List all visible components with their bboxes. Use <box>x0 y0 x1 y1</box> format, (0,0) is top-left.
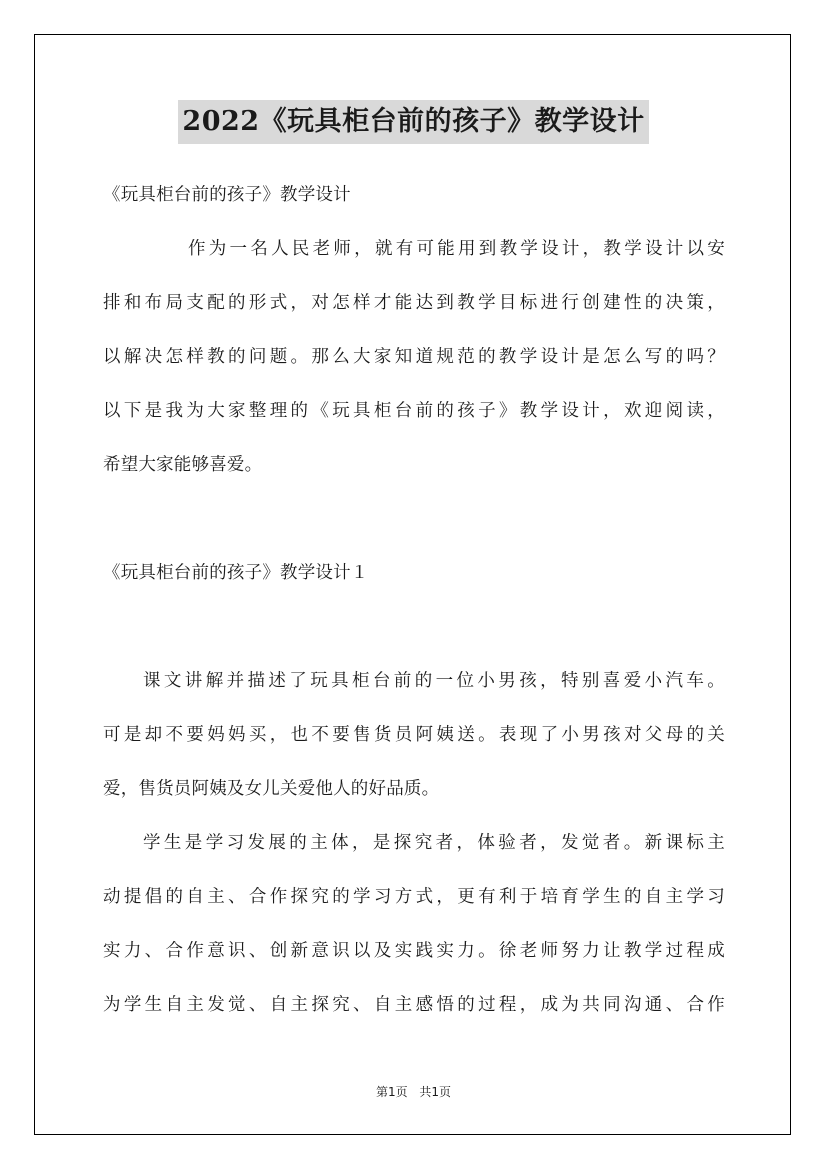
paragraph-line: 可是却不要妈妈买，也不要售货员阿姨送。表现了小男孩对父母的关 <box>103 725 725 745</box>
page-number-current: 第1页 <box>375 1085 408 1099</box>
title-container <box>0 100 827 144</box>
paragraph-line: 实力、合作意识、创新意识以及实践实力。徐老师努力让教学过程成 <box>103 941 725 961</box>
section-heading: 《玩具柜台前的孩子》教学设计１ <box>103 563 369 583</box>
paragraph-line: 动提倡的自主、合作探究的学习方式，更有利于培育学生的自主学习 <box>103 887 725 907</box>
page-number-total: 共1页 <box>419 1085 452 1099</box>
subtitle: 《玩具柜台前的孩子》教学设计 <box>103 185 351 205</box>
intro-line: 排和布局支配的形式，对怎样才能达到教学目标进行创建性的决策， <box>103 293 725 313</box>
paragraph-line: 为学生自主发觉、自主探究、自主感悟的过程，成为共同沟通、合作 <box>103 995 725 1015</box>
intro-line: 希望大家能够喜爱。 <box>103 455 263 475</box>
paragraph-line: 课文讲解并描述了玩具柜台前的一位小男孩，特别喜爱小汽车。 <box>143 671 725 691</box>
paragraph-line: 爱，售货员阿姨及女儿关爱他人的好品质。 <box>103 779 440 799</box>
page-footer <box>0 1083 827 1100</box>
intro-line: 作为一名人民老师，就有可能用到教学设计，教学设计以安 <box>188 239 725 259</box>
intro-line: 以下是我为大家整理的《玩具柜台前的孩子》教学设计，欢迎阅读， <box>103 401 725 421</box>
document-title: 2022《玩具柜台前的孩子》教学设计 <box>178 100 648 144</box>
intro-line: 以解决怎样教的问题。那么大家知道规范的教学设计是怎么写的吗？ <box>103 347 725 367</box>
paragraph-line: 学生是学习发展的主体，是探究者，体验者，发觉者。新课标主 <box>143 833 725 853</box>
